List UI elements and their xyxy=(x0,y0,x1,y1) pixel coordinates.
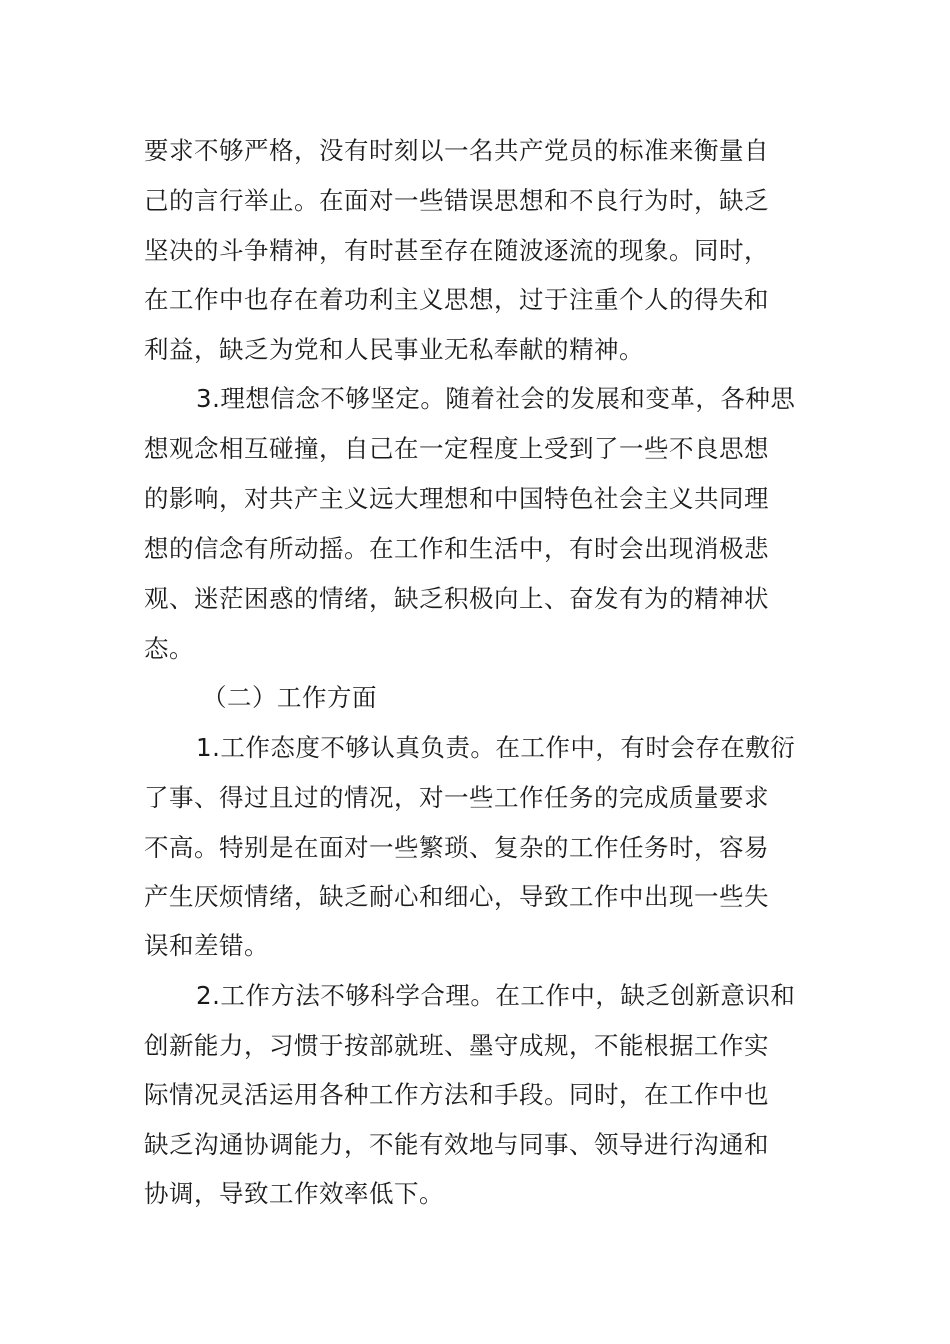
text-line: 利益，缺乏为党和人民事业无私奉献的精神。 xyxy=(144,335,644,364)
text-line: 协调，导致工作效率低下。 xyxy=(144,1179,444,1208)
text-line: 产生厌烦情绪，缺乏耐心和细心，导致工作中出现一些失 xyxy=(144,882,769,911)
text-line: 际情况灵活运用各种工作方法和手段。同时，在工作中也 xyxy=(144,1080,769,1109)
text-line: 误和差错。 xyxy=(144,931,269,960)
text-line: 想观念相互碰撞，自己在一定程度上受到了一些不良思想 xyxy=(144,434,769,463)
numbered-paragraph-start: 3.理想信念不够坚定。随着社会的发展和变革，各种思 xyxy=(196,384,796,413)
text-line: 创新能力，习惯于按部就班、墨守成规，不能根据工作实 xyxy=(144,1031,769,1060)
text-line: 不高。特别是在面对一些繁琐、复杂的工作任务时，容易 xyxy=(144,833,769,862)
text-line: 了事、得过且过的情况，对一些工作任务的完成质量要求 xyxy=(144,783,769,812)
text-line: 缺乏沟通协调能力，不能有效地与同事、领导进行沟通和 xyxy=(144,1130,769,1159)
text-line: 要求不够严格，没有时刻以一名共产党员的标准来衡量自 xyxy=(144,136,769,165)
text-line: 在工作中也存在着功利主义思想，过于注重个人的得失和 xyxy=(144,285,769,314)
text-line: 的影响，对共产主义远大理想和中国特色社会主义共同理 xyxy=(144,484,769,513)
text-line: 想的信念有所动摇。在工作和生活中，有时会出现消极悲 xyxy=(144,534,769,563)
section-heading: （二）工作方面 xyxy=(202,683,377,712)
numbered-paragraph-start: 2.工作方法不够科学合理。在工作中，缺乏创新意识和 xyxy=(196,981,796,1010)
text-line: 态。 xyxy=(144,634,194,663)
text-line: 观、迷茫困惑的情绪，缺乏积极向上、奋发有为的精神状 xyxy=(144,584,769,613)
text-line: 坚决的斗争精神，有时甚至存在随波逐流的现象。同时， xyxy=(144,236,769,265)
numbered-paragraph-start: 1.工作态度不够认真负责。在工作中，有时会存在敷衍 xyxy=(196,733,796,762)
text-line: 己的言行举止。在面对一些错误思想和不良行为时，缺乏 xyxy=(144,186,769,215)
